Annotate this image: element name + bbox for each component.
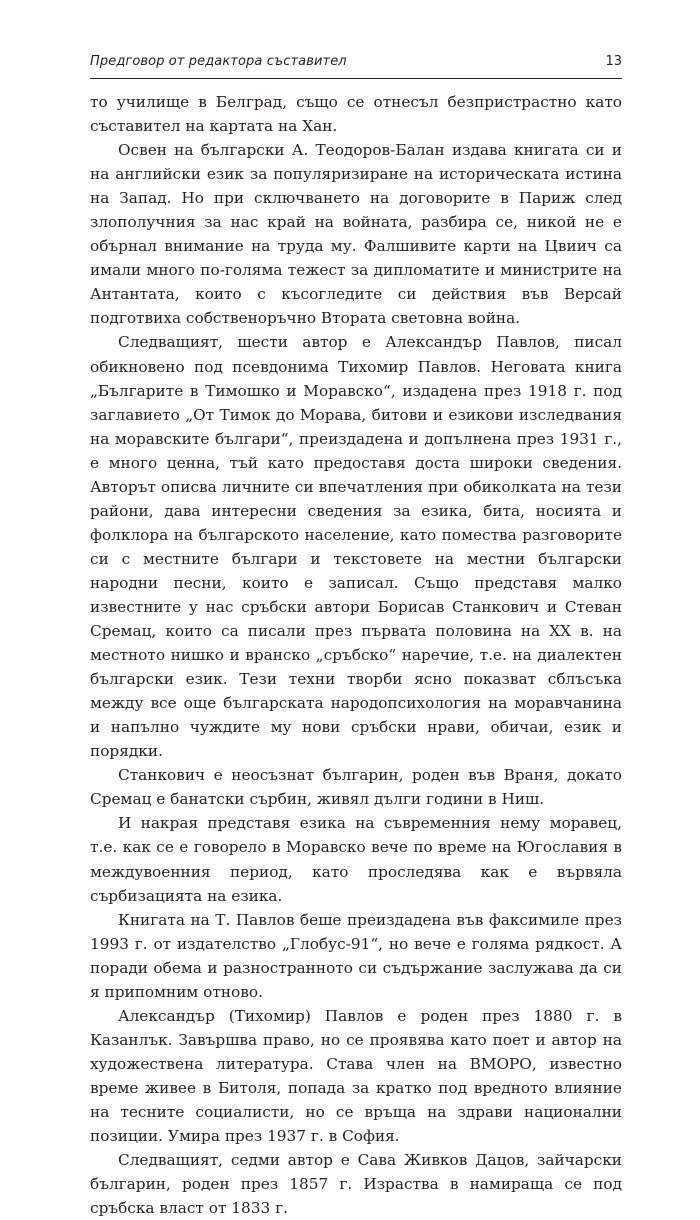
paragraph-modern-language: И накрая представя езика на съвременния нему моравец, т.е. как се е говорело в Моравско вече по време на Югославия в междувоенния период, като проследява как е вървяла сърбизацията на езика. [90,814,622,905]
header-divider [90,78,622,79]
body-text [90,90,622,1220]
paragraph-pavlov-biography: Александър (Тихомир) Павлов е роден през 1880 г. в Казанлък. Завършва право, но се проявява като поет и автор на художествена литература. Става член на ВМОРО, известно време живее в Битоля, попада за кратко под вредното влияние на тесните социалисти, но се връща на здрави национални позиции. Умира през 1937 г. в София. [90,1006,622,1146]
paragraph-seventh-author: Следващият, седми автор е Сава Живков Дацов, зайчарски българин, роден през 1857 г. Израства в намираща се под сръбска власт от 1833 г. [90,1151,622,1218]
running-header-title: Предговор от редактора съставител [90,54,347,69]
paragraph-reprint: Книгата на Т. Павлов беше преиздадена във факсимиле през 1993 г. от издателство „Глобус-91“, но вече е голяма рядкост. А поради обема и разностранното си съдържание заслужава да си я припомним отново. [90,910,622,1001]
paragraph-continuation: то училище в Белград, също се отнесъл безпристрастно като съставител на картата на Хан. [90,93,622,136]
paragraph-stankovich-sremac: Станкович е неосъзнат българин, роден във Враня, докато Сремац е банатски сърбин, живял дълги години в Ниш. [90,766,622,809]
paragraph-teodorov-balan: Освен на български А. Теодоров-Балан издава книгата си и на английски език за популяризиране на историческата истина на Запад. Но при сключването на договорите в Париж след злополучния за нас край на войната, разбира се, никой не е обърнал внимание на труда му. Фалшивите карти на Цвиич са имали много по-голяма тежест за дипломатите и министрите на Антантата, които с късогледите си действия във Версай подготвиха собственоръчно Втората световна война. [90,141,622,328]
paragraph-pavlov-book: Следващият, шести автор е Александър Павлов, писал обикновено под псевдонима Тихомир Павлов. Неговата книга „Българите в Тимошко и Моравско“, издадена през 1918 г. под заглавието „От Тимок до Морава, битови и езикови изследвания на моравските българи“, преиздадена и допълнена през 1931 г., е много ценна, тъй като предоставя доста широки сведения. Авторът описва личните си впечатления при обиколката на тези райони, дава интересни сведения за езика, бита, носията и фолклора на българското население, като помества разговорите си с местните българи и текстовете на местни български народни песни, които е записал. Също представя малко известните у нас сръбски автори Борисав Станкович и Стеван Сремац, които са писали през първата половина на XX в. на местното нишко и вранско „сръбско“ наречие, т.е. на диалектен български език. Тези техни творби ясно показват сблъсъка между все още българската народопсихология на моравчанина и напълно чуждите му нови сръбски нрави, обичаи, език и порядки. [90,333,622,761]
page-number: 13 [605,54,622,69]
running-header [90,52,622,76]
